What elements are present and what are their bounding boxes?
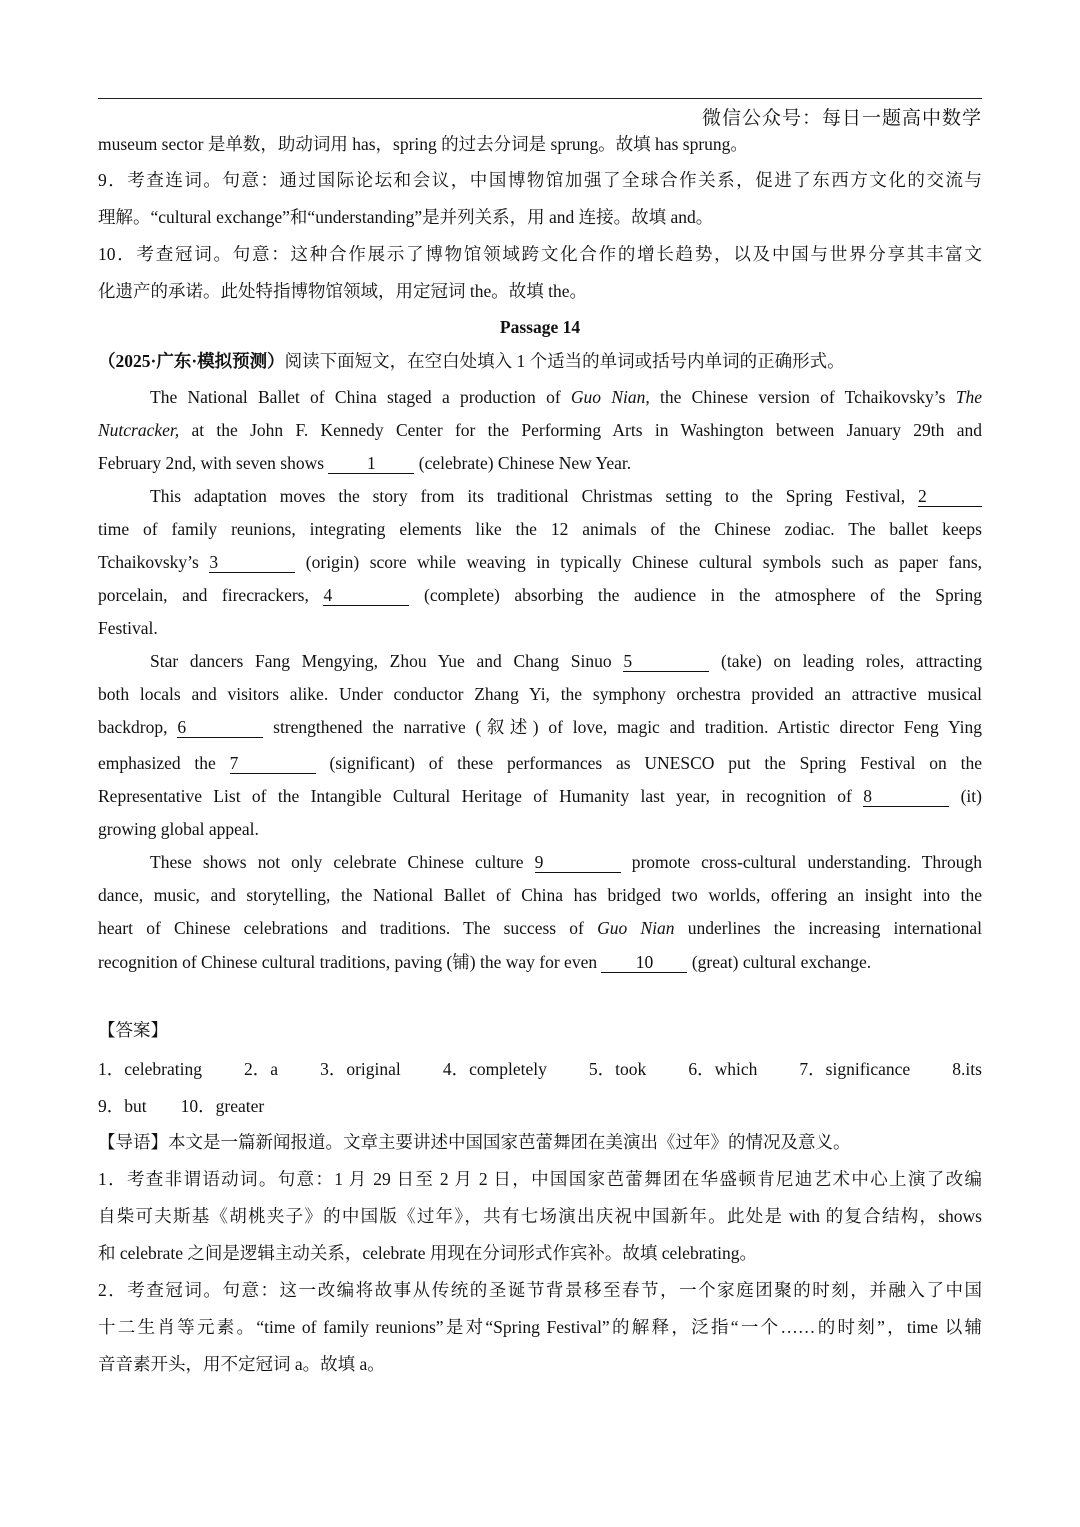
text-run: Passage 14 xyxy=(499,317,581,337)
text-run: 9．考查连词。句意：通过国际论坛和会议，中国博物馆加强了全球合作关系，促进了东西方文化的交流与 xyxy=(98,170,982,190)
answer-blank: 8 xyxy=(863,786,949,807)
answer-item: 7．significance xyxy=(799,1059,911,1079)
text-run: growing global appeal. xyxy=(98,819,259,839)
answer-item: 6．which xyxy=(688,1059,758,1079)
text-line xyxy=(98,784,982,808)
text-line xyxy=(150,649,982,673)
text-line xyxy=(150,484,982,508)
text-line xyxy=(150,850,982,874)
italic-title: Guo Nian, xyxy=(570,387,650,407)
text-run: (celebrate) Chinese New Year. xyxy=(414,453,632,473)
text-line xyxy=(98,550,982,574)
text-run: February 2nd, with seven shows xyxy=(98,453,329,473)
text-line xyxy=(98,1018,982,1042)
text-run: Tchaikovsky’s xyxy=(98,552,210,572)
answer-item: 2．a xyxy=(244,1059,279,1079)
text-run: the Chinese version of Tchaikovsky’s xyxy=(649,387,956,407)
answer-blank: 10 xyxy=(601,952,687,973)
text-run: underlines the increasing international xyxy=(674,918,982,938)
text-run: The National Ballet of China staged a production of xyxy=(150,387,571,407)
text-line xyxy=(98,1167,982,1191)
text-run: emphasized the xyxy=(98,753,230,773)
text-line xyxy=(98,242,982,266)
text-run: dance, music, and storytelling, the National Ballet of China has bridged two worlds, offering an insight into the xyxy=(98,885,982,905)
text-run: Festival. xyxy=(98,618,158,638)
text-run: 十二生肖等元素。“time of family reunions”是对“Spring Festival”的解释，泛指“一个……的时刻”，time 以辅 xyxy=(98,1317,982,1337)
text-run: 理解。“cultural exchange”和“understanding”是并列关系，用 and 连接。故填 and。 xyxy=(98,207,714,227)
text-line xyxy=(98,883,982,907)
text-run: (great) cultural exchange. xyxy=(687,952,872,972)
text-run: 【导语】本文是一篇新闻报道。文章主要讲述中国国家芭蕾舞团在美演出《过年》的情况及意义。 xyxy=(98,1132,851,1152)
text-line xyxy=(98,682,982,706)
text-run: (origin) score while weaving in typically Chinese cultural symbols such as paper fans, xyxy=(295,552,983,572)
text-run: Star dancers Fang Mengying, Zhou Yue and Chang Sinuo xyxy=(150,651,624,671)
text-line xyxy=(98,168,982,192)
answer-item: 3．original xyxy=(320,1059,401,1079)
answer-item: 8.its xyxy=(952,1059,982,1079)
source-label: （2025·广东·模拟预测） xyxy=(98,351,285,371)
text-run: Representative List of the Intangible Cultural Heritage of Humanity last year, in recognition of xyxy=(98,786,864,806)
text-run: (significant) of these performances as UNESCO put the Spring Festival on the xyxy=(315,753,982,773)
answer-blank: 9 xyxy=(535,852,621,873)
answer-item: 1．celebrating xyxy=(98,1059,202,1079)
text-line xyxy=(98,205,982,229)
text-run: 化遗产的承诺。此处特指博物馆领域，用定冠词 the。故填 the。 xyxy=(98,281,588,301)
italic-title: Guo Nian xyxy=(597,918,675,938)
text-line xyxy=(98,817,982,841)
answer-item: 5．took xyxy=(588,1059,647,1079)
text-run: (it) xyxy=(949,786,982,806)
text-line xyxy=(98,583,982,607)
text-line xyxy=(98,517,982,541)
text-line xyxy=(98,916,982,940)
text-line xyxy=(98,451,982,475)
text-line xyxy=(98,1315,982,1339)
text-line xyxy=(150,385,982,409)
text-run: 自柴可夫斯基《胡桃夹子》的中国版《过年》，共有七场演出庆祝中国新年。此处是 with 的复合结构，shows xyxy=(98,1206,982,1226)
text-line xyxy=(98,1352,982,1376)
text-run: recognition of Chinese cultural traditions, paving (铺) the way for even xyxy=(98,952,602,972)
text-line xyxy=(98,751,982,775)
text-run: strengthened the narrative (叙述) of love, magic and tradition. Artistic director Feng Ying xyxy=(263,717,982,737)
text-run: 2．考查冠词。句意：这一改编将故事从传统的圣诞节背景移至春节，一个家庭团聚的时刻，并融入了中国 xyxy=(98,1280,982,1300)
answer-blank: 3 xyxy=(209,552,295,573)
text-run: (take) on leading roles, attracting xyxy=(709,651,983,671)
answer-blank: 1 xyxy=(328,453,414,474)
text-run: at the John F. Kennedy Center for the Performing Arts in Washington between January 29th and xyxy=(179,420,982,440)
text-run: museum sector 是单数，助动词用 has，spring 的过去分词是 sprung。故填 has sprung。 xyxy=(98,134,748,154)
text-line xyxy=(98,279,982,303)
italic-title: The xyxy=(955,387,982,407)
text-run: 10．考查冠词。句意：这种合作展示了博物馆领域跨文化合作的增长趋势，以及中国与世界分享其丰富文 xyxy=(98,244,982,264)
answer-item: 9．but xyxy=(98,1096,147,1116)
text-run: promote cross-cultural understanding. Through xyxy=(620,852,982,872)
answer-item: 10．greater xyxy=(180,1096,265,1116)
answer-blank: 6 xyxy=(177,717,263,738)
text-run: 【答案】 xyxy=(98,1020,168,1040)
text-line xyxy=(98,1094,982,1118)
answer-item: 4．completely xyxy=(442,1059,547,1079)
text-run: This adaptation moves the story from its traditional Christmas setting to the Spring Festival, xyxy=(150,486,918,506)
text-line xyxy=(98,418,982,442)
text-line xyxy=(98,1278,982,1302)
text-run: These shows not only celebrate Chinese culture xyxy=(150,852,535,872)
text-run: heart of Chinese celebrations and traditions. The success of xyxy=(98,918,598,938)
answer-blank: 2 xyxy=(918,486,982,507)
answer-blank: 5 xyxy=(623,651,709,672)
text-run: backdrop, xyxy=(98,717,178,737)
text-line xyxy=(98,1130,982,1154)
passage-title xyxy=(98,315,982,339)
text-line xyxy=(98,1057,982,1081)
text-run: 阅读下面短文，在空白处填入 1 个适当的单词或括号内单词的正确形式。 xyxy=(284,351,845,371)
text-line xyxy=(98,132,982,156)
text-line xyxy=(98,715,982,739)
answer-blank: 7 xyxy=(230,753,316,774)
text-line xyxy=(98,349,982,373)
header-source: 微信公众号：每日一题高中数学 xyxy=(701,108,982,129)
text-run: (complete) absorbing the audience in the atmosphere of the Spring xyxy=(409,585,982,605)
answer-blank: 4 xyxy=(323,585,409,606)
text-line xyxy=(98,616,982,640)
header-rule xyxy=(98,98,982,99)
text-run: 音音素开头，用不定冠词 a。故填 a。 xyxy=(98,1354,385,1374)
text-run: porcelain, and firecrackers, xyxy=(98,585,324,605)
text-run: time of family reunions, integrating elements like the 12 animals of the Chinese zodiac. The ballet keeps xyxy=(98,519,982,539)
text-line xyxy=(98,1241,982,1265)
text-line xyxy=(98,950,982,974)
italic-title: Nutcracker, xyxy=(98,420,180,440)
text-run: 1．考查非谓语动词。句意：1 月 29 日至 2 月 2 日，中国国家芭蕾舞团在华盛顿肯尼迪艺术中心上演了改编 xyxy=(98,1169,982,1189)
text-run: both locals and visitors alike. Under conductor Zhang Yi, the symphony orchestra provided an attractive musical xyxy=(98,684,982,704)
text-run: 和 celebrate 之间是逻辑主动关系，celebrate 用现在分词形式作宾补。故填 celebrating。 xyxy=(98,1243,758,1263)
text-line xyxy=(98,1204,982,1228)
